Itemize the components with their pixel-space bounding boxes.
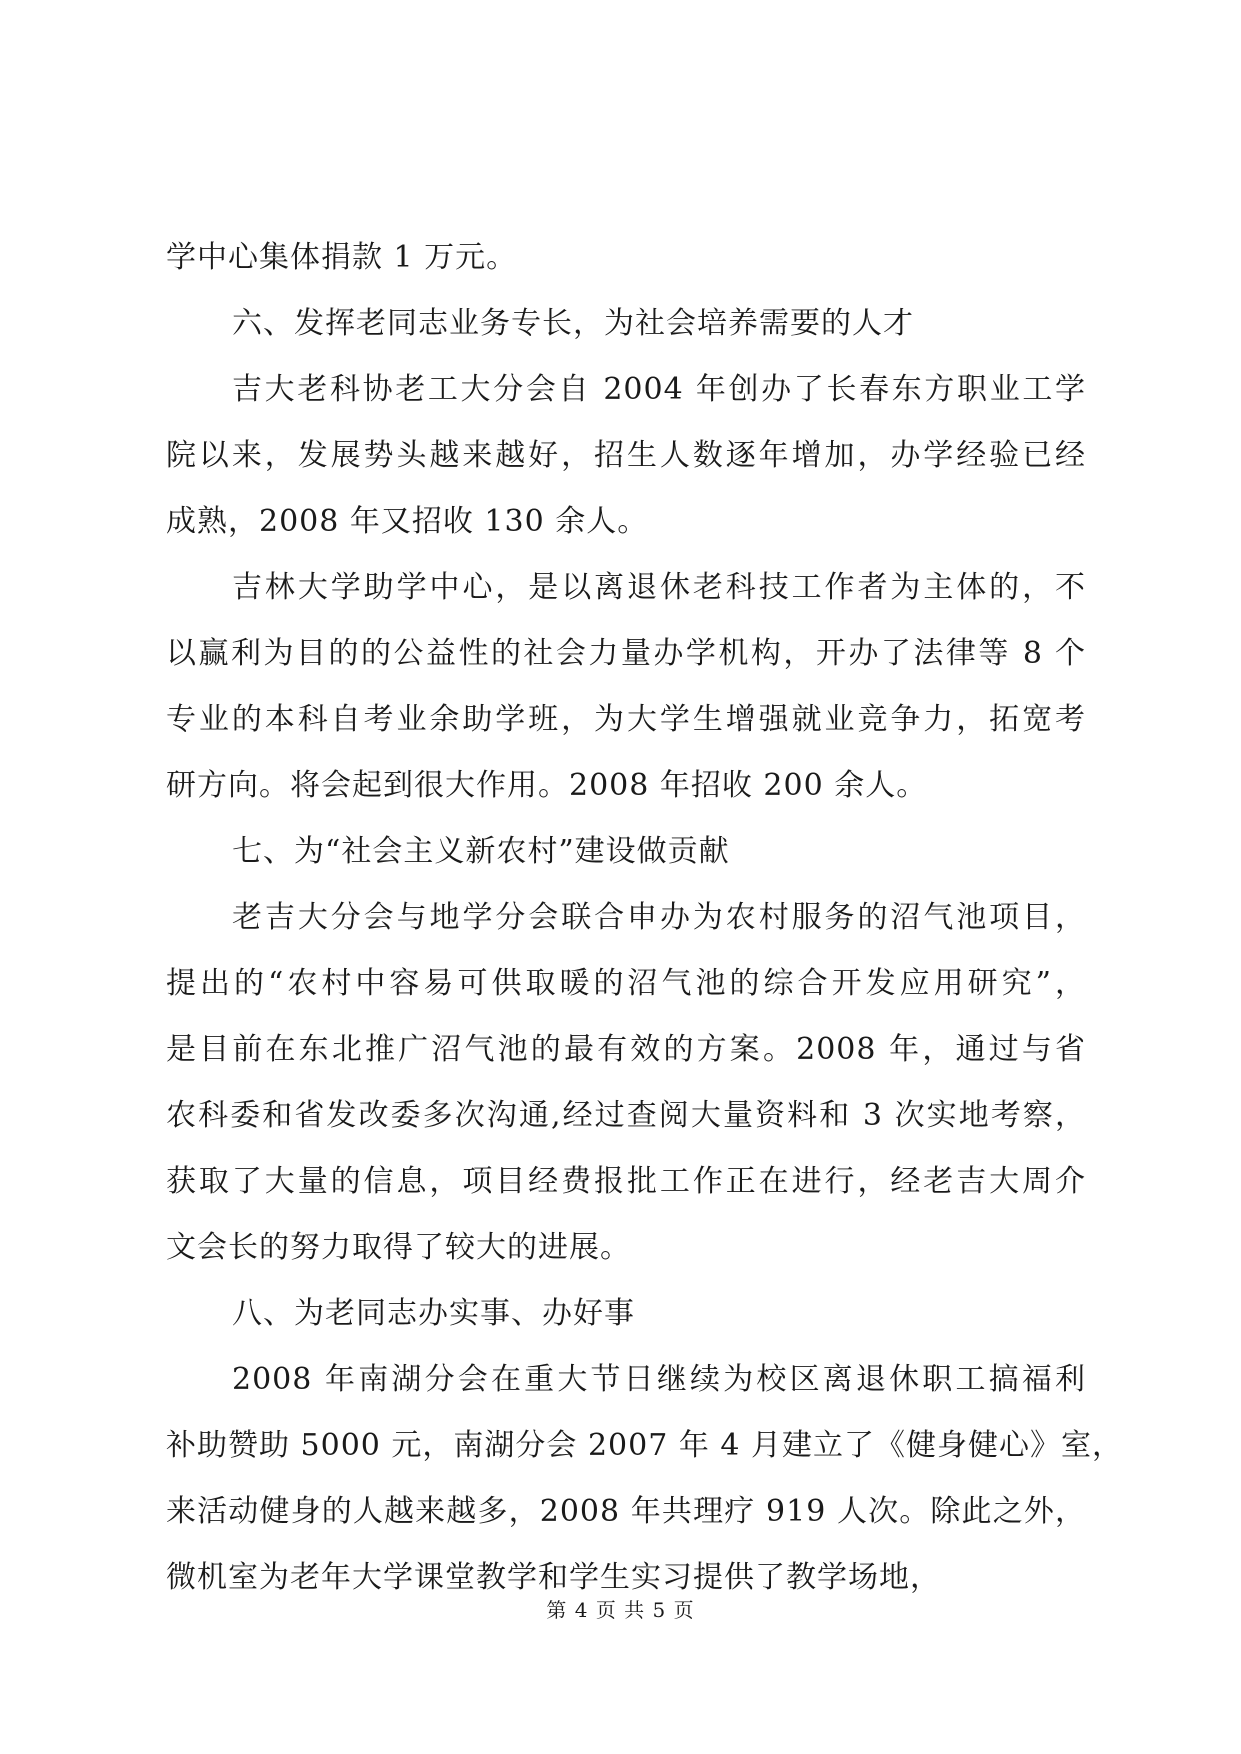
- text-line: 院以来，发展势头越来越好，招生人数逐年增加，办学经验已经: [166, 438, 1086, 473]
- section-heading: 六、发挥老同志业务专长，为社会培养需要的人才: [232, 306, 914, 341]
- text-line: 老吉大分会与地学分会联合申办为农村服务的沼气池项目，: [232, 900, 1086, 935]
- text-line: 文会长的努力取得了较大的进展。: [166, 1230, 631, 1265]
- text-line: 农科委和省发改委多次沟通,经过查阅大量资料和 3 次实地考察，: [166, 1098, 1086, 1133]
- text-line: 提出的“农村中容易可供取暖的沼气池的综合开发应用研究”，: [166, 966, 1086, 1001]
- text-line: 获取了大量的信息，项目经费报批工作正在进行，经老吉大周介: [166, 1164, 1086, 1199]
- text-line: 2008 年南湖分会在重大节日继续为校区离退休职工搞福利: [232, 1362, 1086, 1397]
- text-line: 学中心集体捐款 1 万元。: [166, 240, 518, 275]
- section-heading: 七、为“社会主义新农村”建设做贡献: [232, 834, 730, 869]
- page-number-footer: 第 4 页 共 5 页: [546, 1598, 695, 1622]
- text-line: 吉大老科协老工大分会自 2004 年创办了长春东方职业工学: [232, 372, 1086, 407]
- text-line: 补助赞助 5000 元，南湖分会 2007 年 4 月建立了《健身健心》室，: [166, 1428, 1123, 1463]
- document-body: [166, 225, 1123, 1611]
- text-line: 来活动健身的人越来越多，2008 年共理疗 919 人次。除此之外，: [166, 1494, 1086, 1529]
- text-line: 以赢利为目的的公益性的社会力量办学机构，开办了法律等 8 个: [166, 636, 1086, 671]
- text-line: 专业的本科自考业余助学班，为大学生增强就业竞争力，拓宽考: [166, 702, 1086, 737]
- text-line: 成熟，2008 年又招收 130 余人。: [166, 504, 649, 539]
- section-heading: 八、为老同志办实事、办好事: [232, 1296, 635, 1331]
- text-line: 微机室为老年大学课堂教学和学生实习提供了教学场地，: [166, 1560, 941, 1595]
- text-line: 是目前在东北推广沼气池的最有效的方案。2008 年，通过与省: [166, 1032, 1086, 1067]
- text-line: 研方向。将会起到很大作用。2008 年招收 200 余人。: [166, 768, 928, 803]
- text-line: 吉林大学助学中心，是以离退休老科技工作者为主体的，不: [232, 570, 1086, 605]
